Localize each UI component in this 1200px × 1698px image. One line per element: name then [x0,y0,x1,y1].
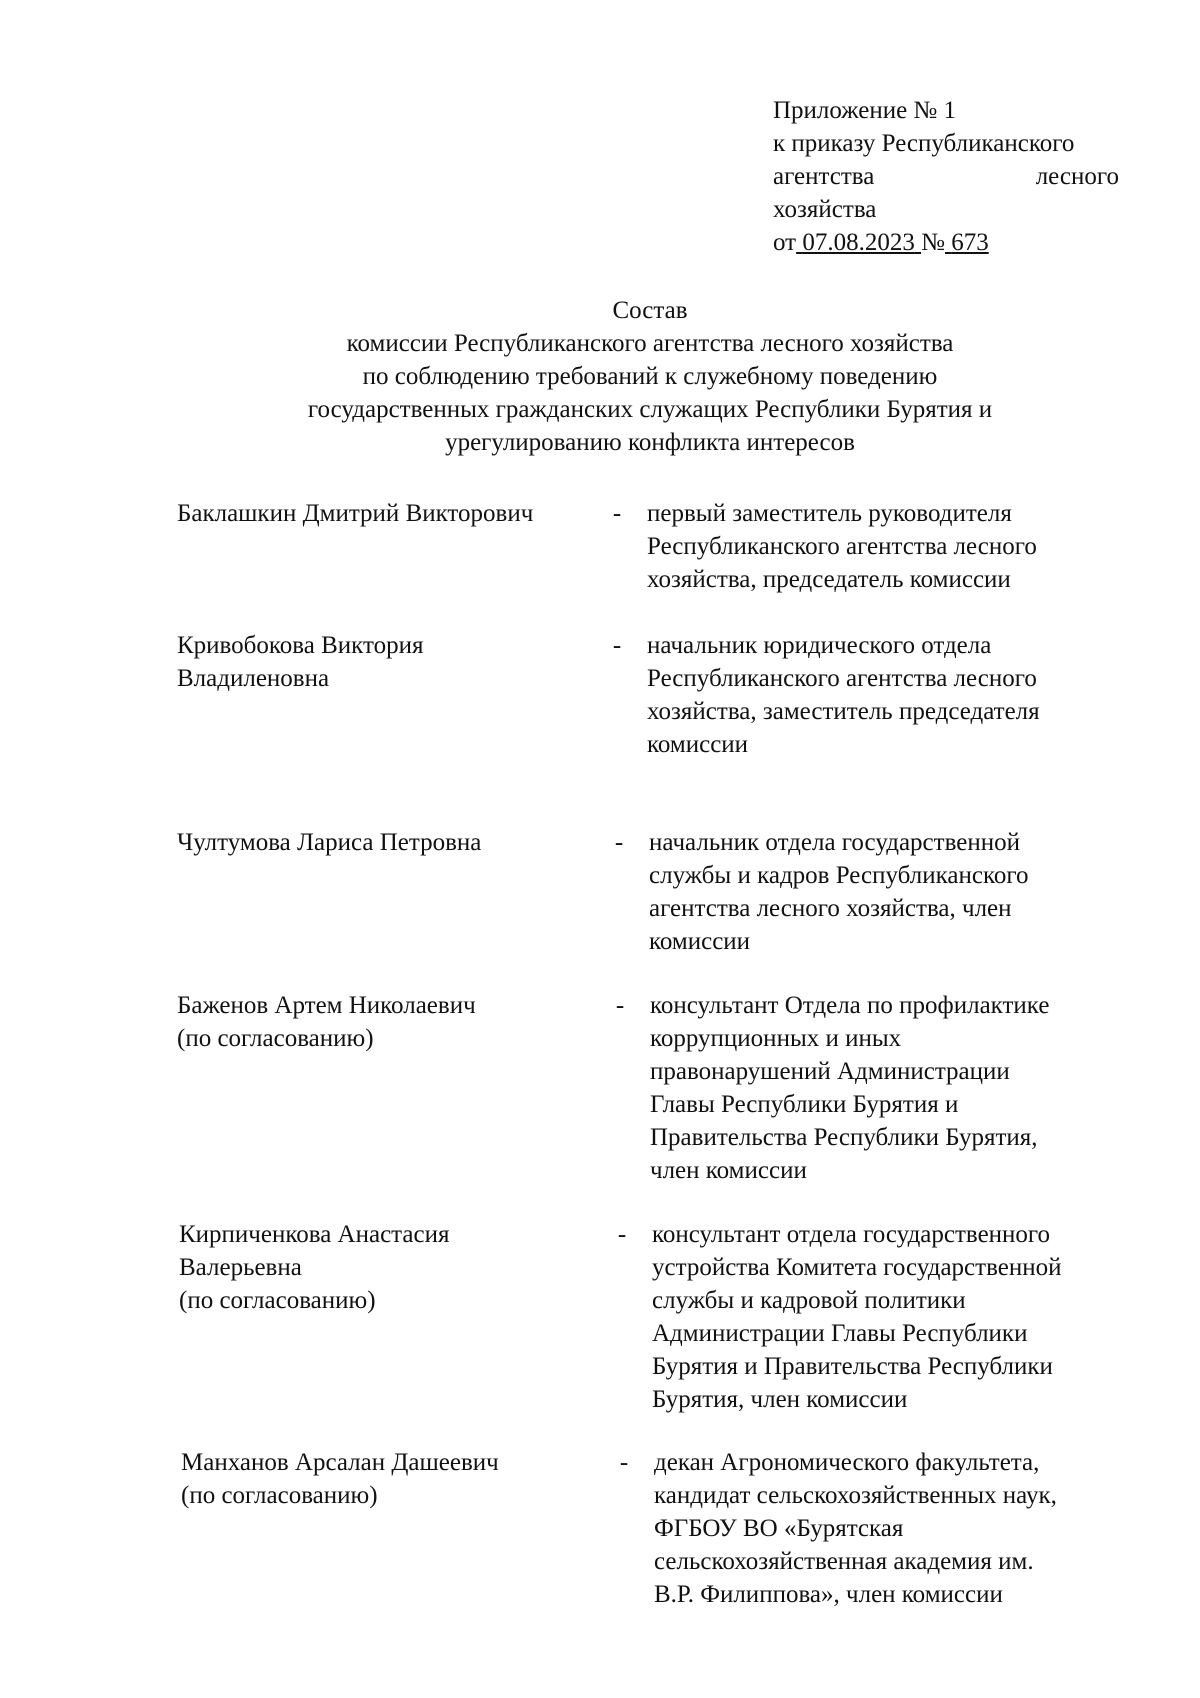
appendix-economy-word: хозяйства [773,196,877,223]
title-line: по соблюдению требований к служебному поведению [362,363,938,390]
member-role: начальник отдела государственной службы и кадров Республиканского агентства лесного хозяйства, член комиссии [649,829,1029,955]
member-name: Чултумова Лариса Петровна [177,829,482,856]
separator-dash: - [615,992,625,1019]
separator-dash: - [619,1449,629,1476]
member-name: Баженов Артем Николаевич (по согласованию) [177,992,476,1052]
member-role: консультант Отдела по профилактике коррупционных и иных правонарушений Администрации Главы Республики Бурятия и Правительства Республики Бурятия, член комиссии [650,992,1050,1184]
separator-dash: - [612,632,622,659]
member-role: декан Агрономического факультета, кандидат сельскохозяйственных наук, ФГБОУ ВО «Бурятская сельскохозяйственная академия им. В.Р. Филиппова», член комиссии [654,1449,1057,1608]
member-name: Кривобокова Виктория Владиленовна [177,632,424,692]
member-name: Манханов Арсалан Дашеевич (по согласованию) [181,1449,499,1509]
separator-dash: - [617,1221,627,1248]
title-line: государственных гражданских служащих Республики Бурятия и [307,396,993,423]
separator-dash: - [614,829,624,856]
document-title [0,294,1200,459]
appendix-number: Приложение № 1 [773,97,957,124]
title-line: урегулированию конфликта интересов [445,429,855,456]
member-role: первый заместитель руководителя Республиканского агентства лесного хозяйства, председатель комиссии [647,500,1037,593]
appendix-order-ref: к приказу Республиканского [773,130,1075,157]
separator-dash: - [612,500,622,527]
appendix-date-line [773,226,1123,259]
member-role: начальник юридического отдела Республиканского агентства лесного хозяйства, заместитель председателя комиссии [647,632,1040,758]
title-line: комиссии Республиканского агентства лесного хозяйства [346,330,954,357]
order-number: 673 [951,229,989,256]
title-line: Состав [612,297,688,324]
appendix-header [773,94,1123,259]
order-date: 07.08.2023 [802,229,915,256]
member-name: Кирпиченкова Анастасия Валерьевна (по согласованию) [179,1221,450,1314]
member-name: Баклашкин Дмитрий Викторович [177,500,534,527]
date-prefix: от [773,229,797,256]
appendix-agency-word: агентства [773,163,875,190]
number-sign: № [921,229,945,256]
member-role: консультант отдела государственного устройства Комитета государственной службы и кадровой политики Администрации Главы Республики Бурятия и Правительства Республики Бурятия, член комиссии [652,1221,1062,1413]
appendix-agency-line [773,160,1119,193]
appendix-forest-word: лесного [1035,163,1119,190]
